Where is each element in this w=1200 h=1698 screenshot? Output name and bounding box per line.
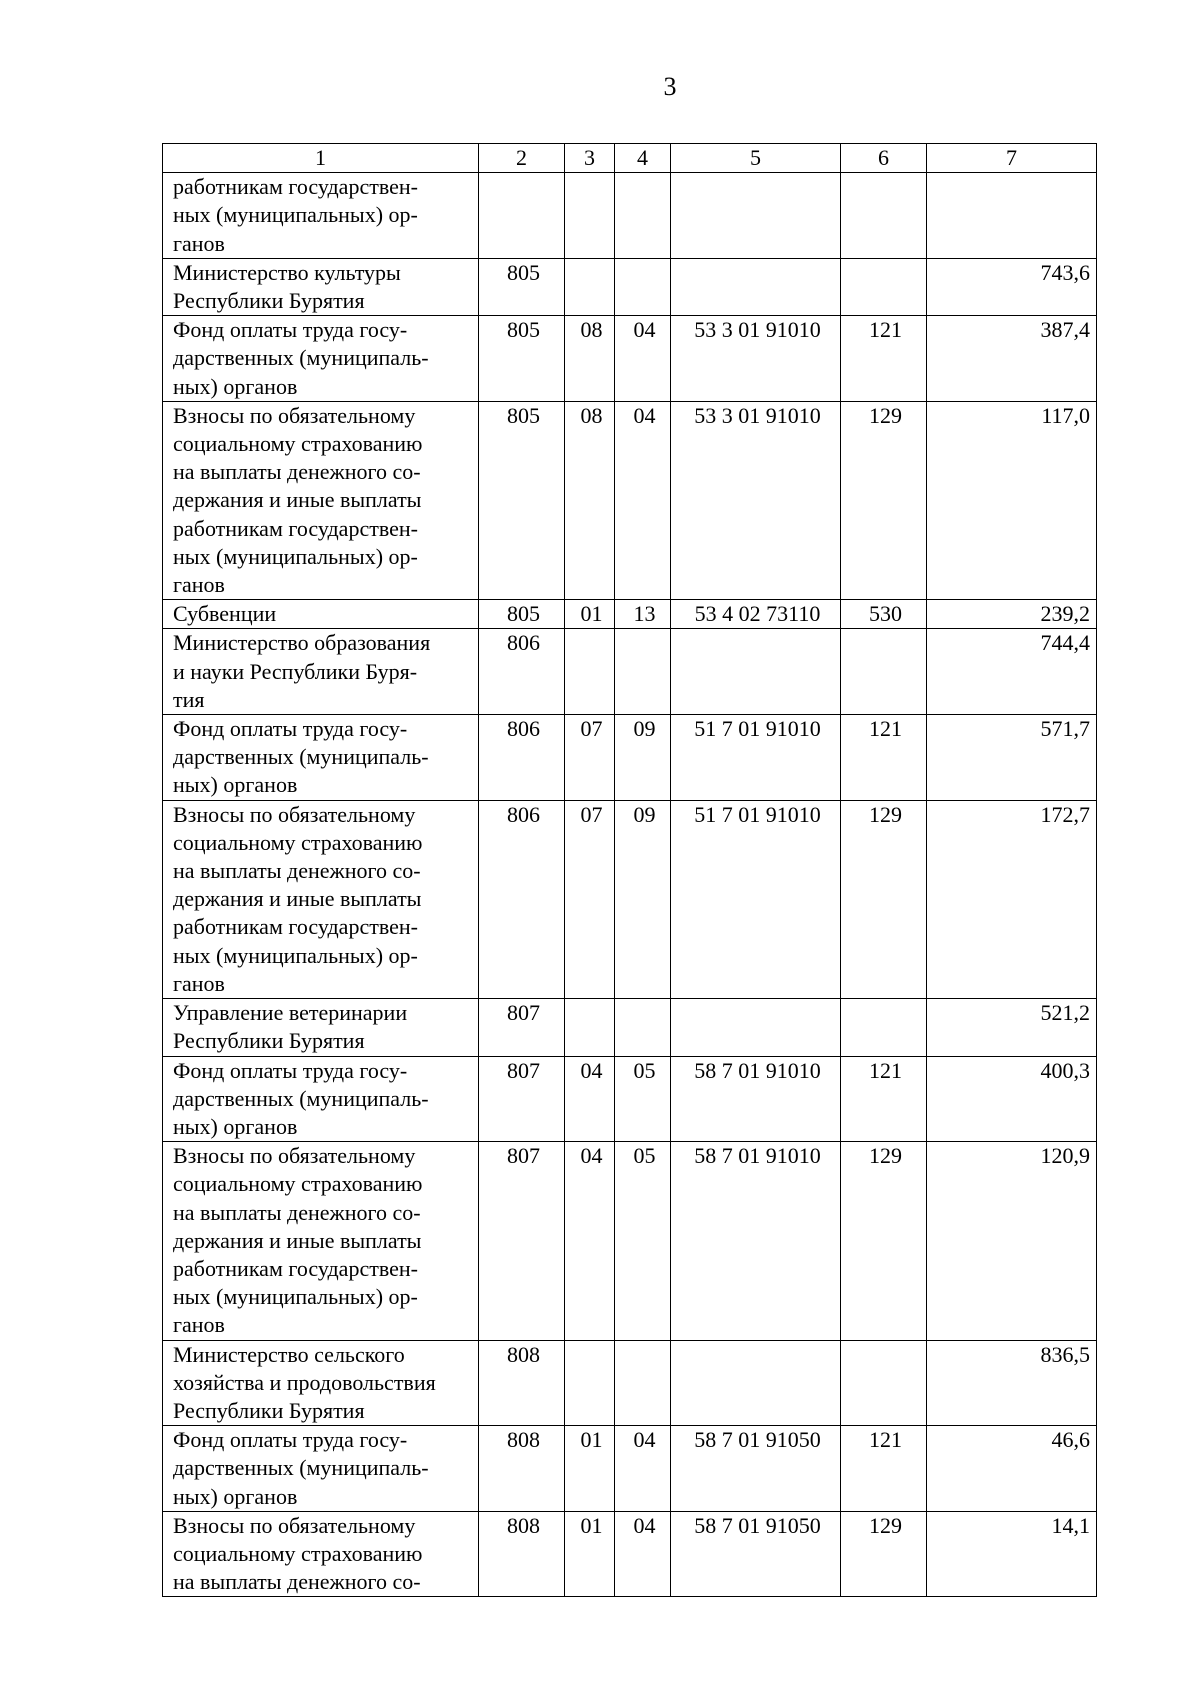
expense-type-cell: 121 bbox=[841, 1056, 927, 1142]
target-item-cell: 53 3 01 91010 bbox=[671, 401, 841, 599]
code-cell: 806 bbox=[479, 715, 565, 801]
table-row bbox=[163, 629, 1097, 715]
row-name-line: Министерство культуры bbox=[173, 259, 401, 285]
subsection-cell: 09 bbox=[615, 715, 671, 801]
section-cell: 07 bbox=[565, 800, 615, 998]
expense-type-cell: 121 bbox=[841, 316, 927, 402]
row-name-line: на выплаты денежного со- bbox=[173, 1199, 421, 1225]
subsection-cell: 13 bbox=[615, 600, 671, 629]
row-name-cell bbox=[163, 1426, 479, 1512]
subsection-cell bbox=[615, 629, 671, 715]
row-name-line: ных) органов bbox=[173, 373, 298, 399]
row-name-line: и науки Республики Буря- bbox=[173, 658, 418, 684]
budget-table bbox=[162, 143, 1097, 1597]
row-name-cell bbox=[163, 401, 479, 599]
code-cell: 808 bbox=[479, 1426, 565, 1512]
expense-type-cell: 121 bbox=[841, 1426, 927, 1512]
row-name-line: ганов bbox=[173, 230, 225, 256]
row-name-line: на выплаты денежного со- bbox=[173, 858, 421, 884]
row-name-line: работникам государствен- bbox=[173, 1255, 418, 1281]
section-cell: 04 bbox=[565, 1056, 615, 1142]
row-name-line: ганов bbox=[173, 1312, 225, 1338]
row-name-line: социальному страхованию bbox=[173, 431, 423, 457]
section-cell: 08 bbox=[565, 401, 615, 599]
row-name-cell bbox=[163, 1340, 479, 1426]
code-cell: 807 bbox=[479, 1056, 565, 1142]
row-name-line: Взносы по обязательному bbox=[173, 1143, 416, 1169]
row-name-cell bbox=[163, 1056, 479, 1142]
target-item-cell: 53 4 02 73110 bbox=[671, 600, 841, 629]
target-item-cell: 51 7 01 91010 bbox=[671, 715, 841, 801]
table-row bbox=[163, 715, 1097, 801]
row-name-line: Управление ветеринарии bbox=[173, 1000, 408, 1026]
section-cell: 01 bbox=[565, 600, 615, 629]
target-item-cell: 58 7 01 91050 bbox=[671, 1511, 841, 1597]
column-header: 7 bbox=[927, 144, 1097, 173]
row-name-line: хозяйства и продовольствия bbox=[173, 1369, 436, 1395]
expense-type-cell bbox=[841, 999, 927, 1056]
header-row bbox=[163, 144, 1097, 173]
row-name-cell bbox=[163, 1511, 479, 1597]
target-item-cell bbox=[671, 999, 841, 1056]
row-name-line: ных (муниципальных) ор- bbox=[173, 942, 418, 968]
section-cell bbox=[565, 1340, 615, 1426]
subsection-cell: 05 bbox=[615, 1142, 671, 1340]
table-body bbox=[163, 173, 1097, 1597]
subsection-cell bbox=[615, 258, 671, 315]
row-name-line: ганов bbox=[173, 572, 225, 598]
target-item-cell bbox=[671, 629, 841, 715]
table-row bbox=[163, 999, 1097, 1056]
page-number: 3 bbox=[663, 72, 677, 101]
amount-cell: 239,2 bbox=[927, 600, 1097, 629]
row-name-line: Республики Бурятия bbox=[173, 288, 365, 314]
amount-cell bbox=[927, 173, 1097, 259]
table-row bbox=[163, 1340, 1097, 1426]
row-name-line: ных) органов bbox=[173, 1113, 298, 1139]
row-name-line: Фонд оплаты труда госу- bbox=[173, 716, 408, 742]
subsection-cell bbox=[615, 173, 671, 259]
row-name-line: ных (муниципальных) ор- bbox=[173, 543, 418, 569]
amount-cell: 120,9 bbox=[927, 1142, 1097, 1340]
row-name-line: дарственных (муниципаль- bbox=[173, 345, 429, 371]
row-name-cell bbox=[163, 316, 479, 402]
expense-type-cell: 129 bbox=[841, 800, 927, 998]
target-item-cell bbox=[671, 258, 841, 315]
row-name-line: Министерство сельского bbox=[173, 1341, 405, 1367]
table-row bbox=[163, 600, 1097, 629]
section-cell bbox=[565, 258, 615, 315]
table-row bbox=[163, 401, 1097, 599]
row-name-cell bbox=[163, 258, 479, 315]
row-name-line: тия bbox=[173, 686, 205, 712]
row-name-cell bbox=[163, 715, 479, 801]
table-row bbox=[163, 173, 1097, 259]
code-cell: 806 bbox=[479, 629, 565, 715]
row-name-cell bbox=[163, 173, 479, 259]
expense-type-cell: 129 bbox=[841, 1511, 927, 1597]
section-cell bbox=[565, 999, 615, 1056]
row-name-line: Министерство образования bbox=[173, 630, 431, 656]
amount-cell: 744,4 bbox=[927, 629, 1097, 715]
table-row bbox=[163, 316, 1097, 402]
column-header: 2 bbox=[479, 144, 565, 173]
subsection-cell bbox=[615, 1340, 671, 1426]
table-row bbox=[163, 1056, 1097, 1142]
section-cell: 01 bbox=[565, 1426, 615, 1512]
row-name-line: дарственных (муниципаль- bbox=[173, 1455, 429, 1481]
row-name-line: ных) органов bbox=[173, 1483, 298, 1509]
row-name-line: Взносы по обязательному bbox=[173, 402, 416, 428]
row-name-line: держания и иные выплаты bbox=[173, 1227, 422, 1253]
table-row bbox=[163, 800, 1097, 998]
row-name-line: ных (муниципальных) ор- bbox=[173, 202, 418, 228]
amount-cell: 387,4 bbox=[927, 316, 1097, 402]
row-name-cell bbox=[163, 600, 479, 629]
subsection-cell: 09 bbox=[615, 800, 671, 998]
row-name-cell bbox=[163, 629, 479, 715]
expense-type-cell bbox=[841, 258, 927, 315]
row-name-line: Субвенции bbox=[173, 601, 277, 627]
row-name-line: Взносы по обязательному bbox=[173, 1512, 416, 1538]
amount-cell: 521,2 bbox=[927, 999, 1097, 1056]
expense-type-cell: 129 bbox=[841, 401, 927, 599]
target-item-cell: 58 7 01 91010 bbox=[671, 1142, 841, 1340]
row-name-line: Фонд оплаты труда госу- bbox=[173, 317, 408, 343]
code-cell: 805 bbox=[479, 258, 565, 315]
column-header: 4 bbox=[615, 144, 671, 173]
code-cell: 807 bbox=[479, 1142, 565, 1340]
subsection-cell: 04 bbox=[615, 1511, 671, 1597]
row-name-line: держания и иные выплаты bbox=[173, 886, 422, 912]
amount-cell: 836,5 bbox=[927, 1340, 1097, 1426]
column-header: 3 bbox=[565, 144, 615, 173]
row-name-line: Взносы по обязательному bbox=[173, 801, 416, 827]
target-item-cell bbox=[671, 173, 841, 259]
subsection-cell: 05 bbox=[615, 1056, 671, 1142]
row-name-line: Республики Бурятия bbox=[173, 1028, 365, 1054]
code-cell: 807 bbox=[479, 999, 565, 1056]
row-name-line: ных (муниципальных) ор- bbox=[173, 1284, 418, 1310]
code-cell bbox=[479, 173, 565, 259]
amount-cell: 571,7 bbox=[927, 715, 1097, 801]
amount-cell: 46,6 bbox=[927, 1426, 1097, 1512]
table-row bbox=[163, 1426, 1097, 1512]
subsection-cell: 04 bbox=[615, 401, 671, 599]
amount-cell: 400,3 bbox=[927, 1056, 1097, 1142]
amount-cell: 172,7 bbox=[927, 800, 1097, 998]
row-name-line: работникам государствен- bbox=[173, 174, 418, 200]
row-name-cell bbox=[163, 800, 479, 998]
code-cell: 805 bbox=[479, 600, 565, 629]
code-cell: 805 bbox=[479, 401, 565, 599]
row-name-line: ганов bbox=[173, 970, 225, 996]
row-name-line: работникам государствен- bbox=[173, 515, 418, 541]
row-name-line: на выплаты денежного со- bbox=[173, 459, 421, 485]
row-name-line: работникам государствен- bbox=[173, 914, 418, 940]
target-item-cell: 58 7 01 91050 bbox=[671, 1426, 841, 1512]
code-cell: 806 bbox=[479, 800, 565, 998]
expense-type-cell: 121 bbox=[841, 715, 927, 801]
section-cell bbox=[565, 629, 615, 715]
row-name-line: Фонд оплаты труда госу- bbox=[173, 1057, 408, 1083]
subsection-cell: 04 bbox=[615, 1426, 671, 1512]
amount-cell: 743,6 bbox=[927, 258, 1097, 315]
code-cell: 808 bbox=[479, 1511, 565, 1597]
code-cell: 808 bbox=[479, 1340, 565, 1426]
target-item-cell: 51 7 01 91010 bbox=[671, 800, 841, 998]
row-name-line: Республики Бурятия bbox=[173, 1397, 365, 1423]
expense-type-cell bbox=[841, 173, 927, 259]
row-name-line: держания и иные выплаты bbox=[173, 487, 422, 513]
amount-cell: 117,0 bbox=[927, 401, 1097, 599]
table-row bbox=[163, 1511, 1097, 1597]
section-cell: 01 bbox=[565, 1511, 615, 1597]
table-row bbox=[163, 258, 1097, 315]
expense-type-cell: 530 bbox=[841, 600, 927, 629]
subsection-cell: 04 bbox=[615, 316, 671, 402]
section-cell: 08 bbox=[565, 316, 615, 402]
expense-type-cell: 129 bbox=[841, 1142, 927, 1340]
code-cell: 805 bbox=[479, 316, 565, 402]
amount-cell: 14,1 bbox=[927, 1511, 1097, 1597]
row-name-line: социальному страхованию bbox=[173, 1171, 423, 1197]
row-name-line: дарственных (муниципаль- bbox=[173, 744, 429, 770]
row-name-cell bbox=[163, 999, 479, 1056]
section-cell: 07 bbox=[565, 715, 615, 801]
section-cell bbox=[565, 173, 615, 259]
row-name-line: социальному страхованию bbox=[173, 1540, 423, 1566]
row-name-line: ных) органов bbox=[173, 772, 298, 798]
target-item-cell: 58 7 01 91010 bbox=[671, 1056, 841, 1142]
column-header: 6 bbox=[841, 144, 927, 173]
row-name-cell bbox=[163, 1142, 479, 1340]
row-name-line: социальному страхованию bbox=[173, 829, 423, 855]
section-cell: 04 bbox=[565, 1142, 615, 1340]
expense-type-cell bbox=[841, 1340, 927, 1426]
expense-type-cell bbox=[841, 629, 927, 715]
target-item-cell bbox=[671, 1340, 841, 1426]
column-header: 1 bbox=[163, 144, 479, 173]
row-name-line: на выплаты денежного со- bbox=[173, 1569, 421, 1595]
row-name-line: дарственных (муниципаль- bbox=[173, 1085, 429, 1111]
target-item-cell: 53 3 01 91010 bbox=[671, 316, 841, 402]
table-row bbox=[163, 1142, 1097, 1340]
subsection-cell bbox=[615, 999, 671, 1056]
row-name-line: Фонд оплаты труда госу- bbox=[173, 1427, 408, 1453]
column-header: 5 bbox=[671, 144, 841, 173]
